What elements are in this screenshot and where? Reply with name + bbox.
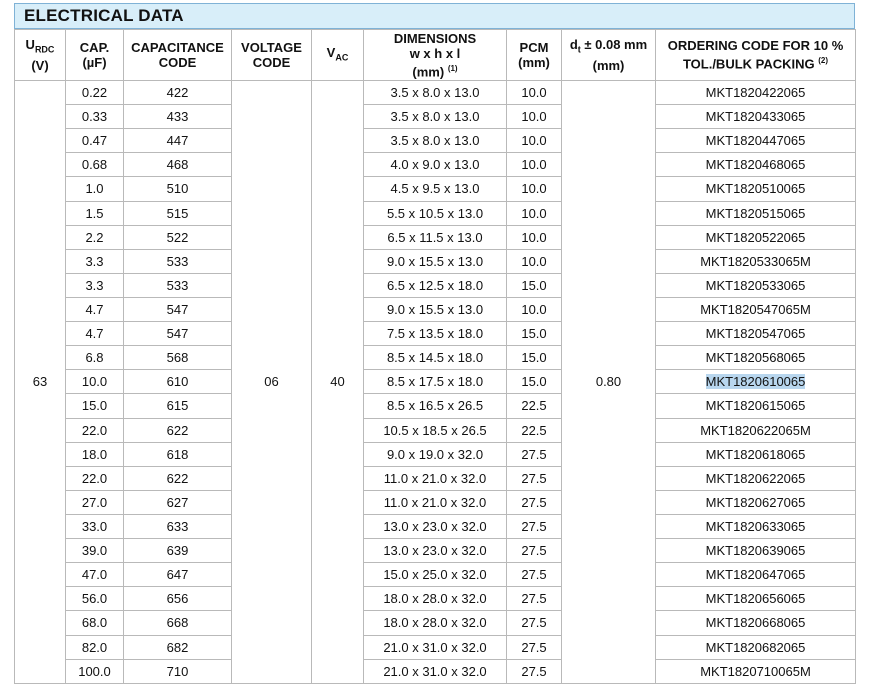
table-row	[15, 129, 856, 153]
pcm-value: 10.0	[507, 153, 562, 177]
pcm-value: 15.0	[507, 273, 562, 297]
table-row	[15, 81, 856, 105]
capacitance-code: 447	[124, 129, 232, 153]
cap-value: 15.0	[66, 394, 124, 418]
pcm-value: 10.0	[507, 129, 562, 153]
section-title-bar	[14, 3, 855, 29]
cap-value: 22.0	[66, 466, 124, 490]
table-row	[15, 659, 856, 683]
ordering-code[interactable]: MKT1820422065	[656, 81, 856, 105]
ordering-code[interactable]: MKT1820622065	[656, 466, 856, 490]
cap-value: 4.7	[66, 297, 124, 321]
dimensions-value: 15.0 x 25.0 x 32.0	[364, 563, 507, 587]
ordering-code[interactable]: MKT1820647065	[656, 563, 856, 587]
vac-value: 40	[312, 81, 364, 684]
capacitance-code: 568	[124, 346, 232, 370]
cap-value: 27.0	[66, 490, 124, 514]
dimensions-value: 8.5 x 14.5 x 18.0	[364, 346, 507, 370]
dimensions-value: 6.5 x 12.5 x 18.0	[364, 273, 507, 297]
ordering-code[interactable]: MKT1820710065M	[656, 659, 856, 683]
pcm-value: 15.0	[507, 346, 562, 370]
ordering-code[interactable]: MKT1820510065	[656, 177, 856, 201]
ordering-code[interactable]: MKT1820656065	[656, 587, 856, 611]
ordering-code[interactable]: MKT1820633065	[656, 514, 856, 538]
table-row	[15, 611, 856, 635]
pcm-value: 10.0	[507, 201, 562, 225]
header-row	[15, 30, 856, 81]
capacitance-code: 515	[124, 201, 232, 225]
pcm-value: 27.5	[507, 563, 562, 587]
pcm-value: 27.5	[507, 635, 562, 659]
dimensions-value: 18.0 x 28.0 x 32.0	[364, 611, 507, 635]
pcm-value: 15.0	[507, 370, 562, 394]
pcm-value: 10.0	[507, 81, 562, 105]
pcm-value: 10.0	[507, 105, 562, 129]
capacitance-code: 622	[124, 418, 232, 442]
dimensions-value: 8.5 x 16.5 x 26.5	[364, 394, 507, 418]
table-row	[15, 587, 856, 611]
ordering-code[interactable]: MKT1820533065M	[656, 249, 856, 273]
capacitance-code: 633	[124, 514, 232, 538]
voltage-code-value: 06	[232, 81, 312, 684]
table-row	[15, 346, 856, 370]
dimensions-value: 3.5 x 8.0 x 13.0	[364, 129, 507, 153]
cap-value: 3.3	[66, 273, 124, 297]
pcm-value: 27.5	[507, 490, 562, 514]
cap-value: 68.0	[66, 611, 124, 635]
header-vac: $V_{AC}$	[312, 30, 364, 81]
table-row	[15, 635, 856, 659]
header-dt: $d_t \pm 0.08$ mm (mm)	[562, 30, 656, 81]
dimensions-value: 13.0 x 23.0 x 32.0	[364, 514, 507, 538]
ordering-code[interactable]: MKT1820615065	[656, 394, 856, 418]
table-row	[15, 490, 856, 514]
table-row	[15, 394, 856, 418]
dimensions-value: 9.0 x 15.5 x 13.0	[364, 297, 507, 321]
cap-value: 6.8	[66, 346, 124, 370]
ordering-code[interactable]: MKT1820622065M	[656, 418, 856, 442]
table-body	[15, 81, 856, 684]
ordering-code[interactable]: MKT1820639065	[656, 539, 856, 563]
pcm-value: 15.0	[507, 322, 562, 346]
ordering-code[interactable]: MKT1820618065	[656, 442, 856, 466]
dimensions-value: 6.5 x 11.5 x 13.0	[364, 225, 507, 249]
dimensions-value: 4.0 x 9.0 x 13.0	[364, 153, 507, 177]
urdc-value: 63	[15, 81, 66, 684]
ordering-code[interactable]: MKT1820515065	[656, 201, 856, 225]
ordering-code[interactable]: MKT1820682065	[656, 635, 856, 659]
table-row	[15, 249, 856, 273]
pcm-value: 10.0	[507, 297, 562, 321]
dimensions-value: 11.0 x 21.0 x 32.0	[364, 490, 507, 514]
header-urdc: $U_{RDC}$ (V)	[15, 30, 66, 81]
capacitance-code: 533	[124, 273, 232, 297]
dimensions-value: 21.0 x 31.0 x 32.0	[364, 659, 507, 683]
table-row	[15, 418, 856, 442]
capacitance-code: 647	[124, 563, 232, 587]
dimensions-value: 9.0 x 19.0 x 32.0	[364, 442, 507, 466]
cap-value: 0.68	[66, 153, 124, 177]
cap-value: 10.0	[66, 370, 124, 394]
cap-value: 0.33	[66, 105, 124, 129]
capacitance-code: 627	[124, 490, 232, 514]
capacitance-code: 710	[124, 659, 232, 683]
pcm-value: 27.5	[507, 539, 562, 563]
cap-value: 33.0	[66, 514, 124, 538]
cap-value: 39.0	[66, 539, 124, 563]
pcm-value: 27.5	[507, 587, 562, 611]
table-row	[15, 177, 856, 201]
dimensions-value: 3.5 x 8.0 x 13.0	[364, 105, 507, 129]
dimensions-value: 13.0 x 23.0 x 32.0	[364, 539, 507, 563]
ordering-code[interactable]: MKT1820668065	[656, 611, 856, 635]
ordering-code[interactable]: MKT1820568065	[656, 346, 856, 370]
dimensions-value: 8.5 x 17.5 x 18.0	[364, 370, 507, 394]
cap-value: 82.0	[66, 635, 124, 659]
cap-value: 100.0	[66, 659, 124, 683]
dimensions-value: 9.0 x 15.5 x 13.0	[364, 249, 507, 273]
dimensions-value: 3.5 x 8.0 x 13.0	[364, 81, 507, 105]
table-row	[15, 201, 856, 225]
capacitance-code: 656	[124, 587, 232, 611]
header-pcm: PCM (mm)	[507, 30, 562, 81]
cap-value: 2.2	[66, 225, 124, 249]
capacitance-code: 639	[124, 539, 232, 563]
capacitance-code: 522	[124, 225, 232, 249]
cap-value: 0.22	[66, 81, 124, 105]
dimensions-value: 5.5 x 10.5 x 13.0	[364, 201, 507, 225]
pcm-value: 22.5	[507, 418, 562, 442]
capacitance-code: 533	[124, 249, 232, 273]
dimensions-value: 18.0 x 28.0 x 32.0	[364, 587, 507, 611]
pcm-value: 22.5	[507, 394, 562, 418]
header-capacitance-code: CAPACITANCE CODE	[124, 30, 232, 81]
ordering-code[interactable]: MKT1820547065	[656, 322, 856, 346]
header-voltage-code: VOLTAGE CODE	[232, 30, 312, 81]
capacitance-code: 422	[124, 81, 232, 105]
table-row	[15, 153, 856, 177]
ordering-code[interactable]: MKT1820433065	[656, 105, 856, 129]
table-row	[15, 563, 856, 587]
cap-value: 47.0	[66, 563, 124, 587]
dimensions-value: 10.5 x 18.5 x 26.5	[364, 418, 507, 442]
ordering-code[interactable]: MKT1820533065	[656, 273, 856, 297]
pcm-value: 27.5	[507, 466, 562, 490]
dt-value: 0.80	[562, 81, 656, 684]
cap-value: 22.0	[66, 418, 124, 442]
ordering-code[interactable]: MKT1820610065	[656, 370, 856, 394]
section-title: ELECTRICAL DATA	[24, 6, 184, 25]
table-row	[15, 466, 856, 490]
table-row	[15, 273, 856, 297]
pcm-value: 27.5	[507, 659, 562, 683]
capacitance-code: 547	[124, 322, 232, 346]
capacitance-code: 615	[124, 394, 232, 418]
cap-value: 1.0	[66, 177, 124, 201]
electrical-data-table	[14, 29, 856, 684]
ordering-code[interactable]: MKT1820627065	[656, 490, 856, 514]
cap-value: 18.0	[66, 442, 124, 466]
capacitance-code: 668	[124, 611, 232, 635]
pcm-value: 27.5	[507, 442, 562, 466]
capacitance-code: 682	[124, 635, 232, 659]
table-row	[15, 539, 856, 563]
table-row	[15, 370, 856, 394]
ordering-code[interactable]: MKT1820468065	[656, 153, 856, 177]
pcm-value: 10.0	[507, 249, 562, 273]
table-row	[15, 514, 856, 538]
cap-value: 0.47	[66, 129, 124, 153]
capacitance-code: 622	[124, 466, 232, 490]
ordering-code[interactable]: MKT1820547065M	[656, 297, 856, 321]
table-row	[15, 322, 856, 346]
capacitance-code: 547	[124, 297, 232, 321]
dimensions-value: 7.5 x 13.5 x 18.0	[364, 322, 507, 346]
capacitance-code: 468	[124, 153, 232, 177]
header-ordering-code: ORDERING CODE FOR 10 % TOL./BULK PACKING $^{(2)}$	[656, 30, 856, 81]
cap-value: 4.7	[66, 322, 124, 346]
capacitance-code: 510	[124, 177, 232, 201]
table-row	[15, 442, 856, 466]
cap-value: 3.3	[66, 249, 124, 273]
capacitance-code: 618	[124, 442, 232, 466]
header-cap: CAP. (µF)	[66, 30, 124, 81]
table-row	[15, 297, 856, 321]
cap-value: 56.0	[66, 587, 124, 611]
table-row	[15, 105, 856, 129]
pcm-value: 10.0	[507, 177, 562, 201]
electrical-data-section	[14, 3, 855, 683]
pcm-value: 10.0	[507, 225, 562, 249]
table-row	[15, 225, 856, 249]
ordering-code[interactable]: MKT1820522065	[656, 225, 856, 249]
capacitance-code: 610	[124, 370, 232, 394]
pcm-value: 27.5	[507, 514, 562, 538]
pcm-value: 27.5	[507, 611, 562, 635]
dimensions-value: 11.0 x 21.0 x 32.0	[364, 466, 507, 490]
capacitance-code: 433	[124, 105, 232, 129]
dimensions-value: 4.5 x 9.5 x 13.0	[364, 177, 507, 201]
ordering-code[interactable]: MKT1820447065	[656, 129, 856, 153]
header-dimensions: DIMENSIONS w x h x l (mm) $^{(1)}$	[364, 30, 507, 81]
dimensions-value: 21.0 x 31.0 x 32.0	[364, 635, 507, 659]
cap-value: 1.5	[66, 201, 124, 225]
